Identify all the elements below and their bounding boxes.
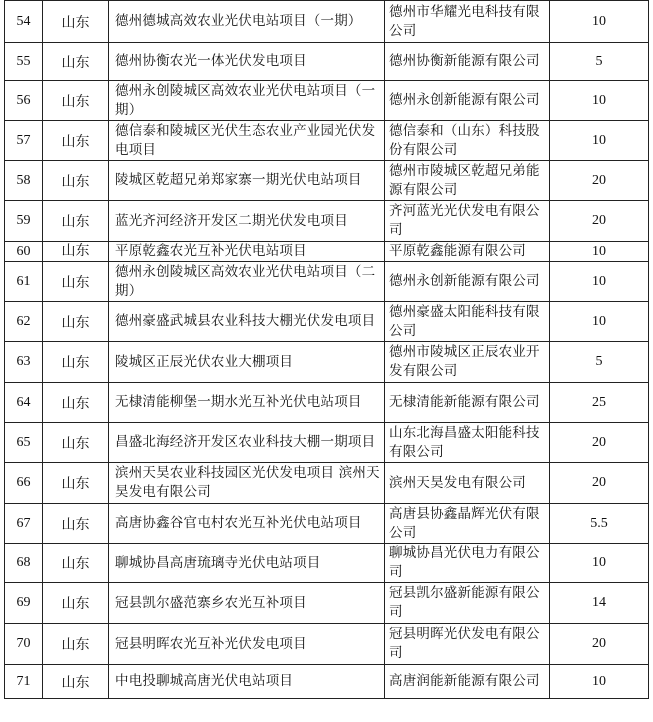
- capacity-cell: 25: [550, 383, 649, 423]
- project-name-cell: 德信泰和陵城区光伏生态农业产业园光伏发电项目: [109, 121, 385, 161]
- capacity-cell: 10: [550, 302, 649, 342]
- project-name-cell: 陵城区正辰光伏农业大棚项目: [109, 342, 385, 383]
- province-cell: 山东: [43, 583, 109, 624]
- project-name-cell: 德州豪盛武城县农业科技大棚光伏发电项目: [109, 302, 385, 342]
- project-name-cell: 无棣清能柳堡一期水光互补光伏电站项目: [109, 383, 385, 423]
- province-cell: 山东: [43, 262, 109, 302]
- company-cell: 高唐县协鑫晶辉光伏有限公司: [385, 504, 550, 544]
- project-name-cell: 陵城区乾超兄弟郑家寨一期光伏电站项目: [109, 161, 385, 201]
- province-cell: 山东: [43, 423, 109, 463]
- table-row: [5, 463, 649, 504]
- company-cell: 德州市陵城区乾超兄弟能源有限公司: [385, 161, 550, 201]
- capacity-cell: 5.5: [550, 504, 649, 544]
- project-name-cell: 冠县明晖农光互补光伏发电项目: [109, 624, 385, 665]
- table-row: [5, 383, 649, 423]
- province-cell: 山东: [43, 463, 109, 504]
- table-row: [5, 504, 649, 544]
- company-cell: 德州市陵城区正辰农业开发有限公司: [385, 342, 550, 383]
- province-cell: 山东: [43, 1, 109, 43]
- capacity-cell: 10: [550, 121, 649, 161]
- project-table: [4, 0, 649, 699]
- capacity-cell: 5: [550, 342, 649, 383]
- project-name-cell: 高唐协鑫谷官屯村农光互补光伏电站项目: [109, 504, 385, 544]
- company-cell: 德州永创新能源有限公司: [385, 81, 550, 121]
- table-row: [5, 302, 649, 342]
- project-name-cell: 德州协衡农光一体光伏发电项目: [109, 43, 385, 81]
- company-cell: 齐河蓝光光伏发电有限公司: [385, 201, 550, 242]
- project-name-cell: 滨州天昊农业科技园区光伏发电项目 滨州天昊发电有限公司: [109, 463, 385, 504]
- province-cell: 山东: [43, 504, 109, 544]
- capacity-cell: 10: [550, 262, 649, 302]
- row-number: 70: [5, 624, 43, 665]
- table-row: [5, 242, 649, 262]
- capacity-cell: 20: [550, 201, 649, 242]
- row-number: 60: [5, 242, 43, 262]
- row-number: 64: [5, 383, 43, 423]
- row-number: 66: [5, 463, 43, 504]
- company-cell: 德州豪盛太阳能科技有限公司: [385, 302, 550, 342]
- province-cell: 山东: [43, 544, 109, 583]
- company-cell: 冠县凯尔盛新能源有限公司: [385, 583, 550, 624]
- table-row: [5, 544, 649, 583]
- company-cell: 平原乾鑫能源有限公司: [385, 242, 550, 262]
- company-cell: 德州永创新能源有限公司: [385, 262, 550, 302]
- province-cell: 山东: [43, 161, 109, 201]
- table-row: [5, 81, 649, 121]
- row-number: 61: [5, 262, 43, 302]
- province-cell: 山东: [43, 81, 109, 121]
- project-name-cell: 德州永创陵城区高效农业光伏电站项目（一期）: [109, 81, 385, 121]
- table-body: [5, 1, 649, 699]
- row-number: 58: [5, 161, 43, 201]
- province-cell: 山东: [43, 121, 109, 161]
- company-cell: 无棣清能新能源有限公司: [385, 383, 550, 423]
- project-name-cell: 德州永创陵城区高效农业光伏电站项目（二期）: [109, 262, 385, 302]
- table-row: [5, 43, 649, 81]
- capacity-cell: 10: [550, 81, 649, 121]
- row-number: 63: [5, 342, 43, 383]
- table-row: [5, 423, 649, 463]
- capacity-cell: 20: [550, 161, 649, 201]
- province-cell: 山东: [43, 43, 109, 81]
- capacity-cell: 20: [550, 624, 649, 665]
- row-number: 54: [5, 1, 43, 43]
- row-number: 55: [5, 43, 43, 81]
- table-row: [5, 121, 649, 161]
- table-row: [5, 262, 649, 302]
- project-name-cell: 德州德城高效农业光伏电站项目（一期）: [109, 1, 385, 43]
- project-name-cell: 聊城协昌高唐琉璃寺光伏电站项目: [109, 544, 385, 583]
- project-name-cell: 蓝光齐河经济开发区二期光伏发电项目: [109, 201, 385, 242]
- table-row: [5, 201, 649, 242]
- company-cell: 德信泰和（山东）科技股份有限公司: [385, 121, 550, 161]
- row-number: 71: [5, 665, 43, 699]
- province-cell: 山东: [43, 665, 109, 699]
- company-cell: 滨州天昊发电有限公司: [385, 463, 550, 504]
- row-number: 62: [5, 302, 43, 342]
- capacity-cell: 20: [550, 423, 649, 463]
- project-name-cell: 冠县凯尔盛范寨乡农光互补项目: [109, 583, 385, 624]
- row-number: 65: [5, 423, 43, 463]
- capacity-cell: 10: [550, 665, 649, 699]
- company-cell: 冠县明晖光伏发电有限公司: [385, 624, 550, 665]
- province-cell: 山东: [43, 342, 109, 383]
- row-number: 69: [5, 583, 43, 624]
- province-cell: 山东: [43, 242, 109, 262]
- capacity-cell: 10: [550, 544, 649, 583]
- province-cell: 山东: [43, 383, 109, 423]
- company-cell: 德州市华耀光电科技有限公司: [385, 1, 550, 43]
- table-row: [5, 665, 649, 699]
- project-name-cell: 中电投聊城高唐光伏电站项目: [109, 665, 385, 699]
- province-cell: 山东: [43, 201, 109, 242]
- table-row: [5, 624, 649, 665]
- capacity-cell: 10: [550, 1, 649, 43]
- table-row: [5, 583, 649, 624]
- row-number: 68: [5, 544, 43, 583]
- project-name-cell: 平原乾鑫农光互补光伏电站项目: [109, 242, 385, 262]
- company-cell: 山东北海昌盛太阳能科技有限公司: [385, 423, 550, 463]
- capacity-cell: 20: [550, 463, 649, 504]
- province-cell: 山东: [43, 302, 109, 342]
- row-number: 67: [5, 504, 43, 544]
- province-cell: 山东: [43, 624, 109, 665]
- company-cell: 德州协衡新能源有限公司: [385, 43, 550, 81]
- row-number: 57: [5, 121, 43, 161]
- table-row: [5, 161, 649, 201]
- capacity-cell: 14: [550, 583, 649, 624]
- row-number: 56: [5, 81, 43, 121]
- project-name-cell: 昌盛北海经济开发区农业科技大棚一期项目: [109, 423, 385, 463]
- table-row: [5, 1, 649, 43]
- capacity-cell: 5: [550, 43, 649, 81]
- capacity-cell: 10: [550, 242, 649, 262]
- table-row: [5, 342, 649, 383]
- row-number: 59: [5, 201, 43, 242]
- company-cell: 高唐润能新能源有限公司: [385, 665, 550, 699]
- company-cell: 聊城协昌光伏电力有限公司: [385, 544, 550, 583]
